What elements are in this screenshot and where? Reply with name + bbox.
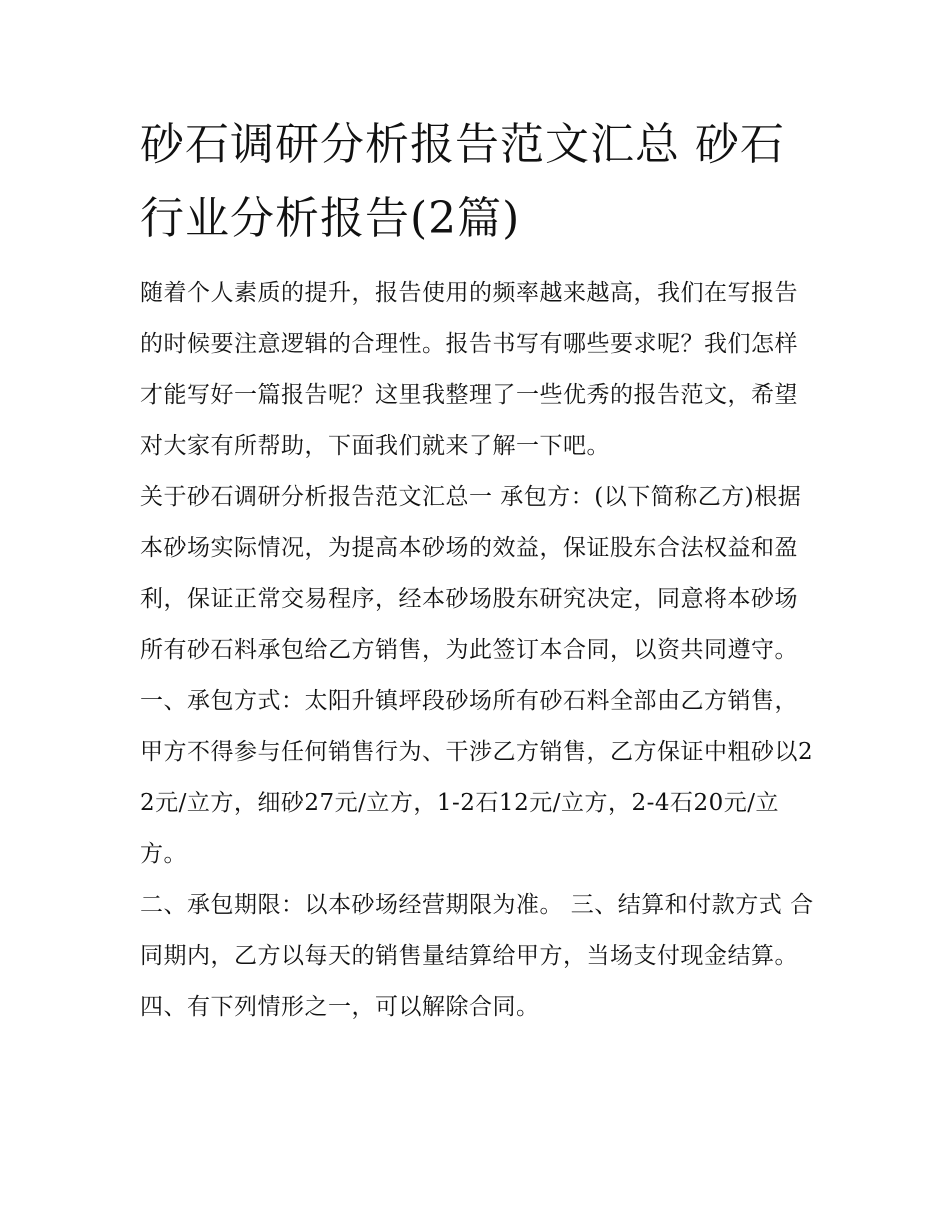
- clause-two-paragraph: 二、承包期限：以本砂场经营期限为准。 三、结算和付款方式 合同期内，乙方以每天的销售量结算给甲方，当场支付现金结算。 四、有下列情形之一，可以解除合同。: [140, 892, 814, 1020]
- document-body: [140, 268, 820, 1033]
- intro-paragraph: 随着个人素质的提升，报告使用的频率越来越高，我们在写报告的时候要注意逻辑的合理性。报告书写有哪些要求呢？我们怎样才能写好一篇报告呢？这里我整理了一些优秀的报告范文，希望对大家有所帮助，下面我们就来了解一下吧。: [140, 280, 798, 459]
- document-page: [140, 108, 820, 1033]
- document-title: 砂石调研分析报告范文汇总 砂石行业分析报告(2篇): [140, 119, 785, 244]
- clause-one-paragraph: 一、承包方式：太阳升镇坪段砂场所有砂石料全部由乙方销售，甲方不得参与任何销售行为、干涉乙方销售，乙方保证中粗砂以22元/立方，细砂27元/立方，1-2石12元/立方，2-4石20元/立方。: [140, 688, 814, 867]
- contract-intro-paragraph: 关于砂石调研分析报告范文汇总一 承包方：(以下简称乙方)根据本砂场实际情况，为提高本砂场的效益，保证股东合法权益和盈利，保证正常交易程序，经本砂场股东研究决定，同意将本砂场所有砂石料承包给乙方销售，为此签订本合同，以资共同遵守。: [140, 484, 802, 663]
